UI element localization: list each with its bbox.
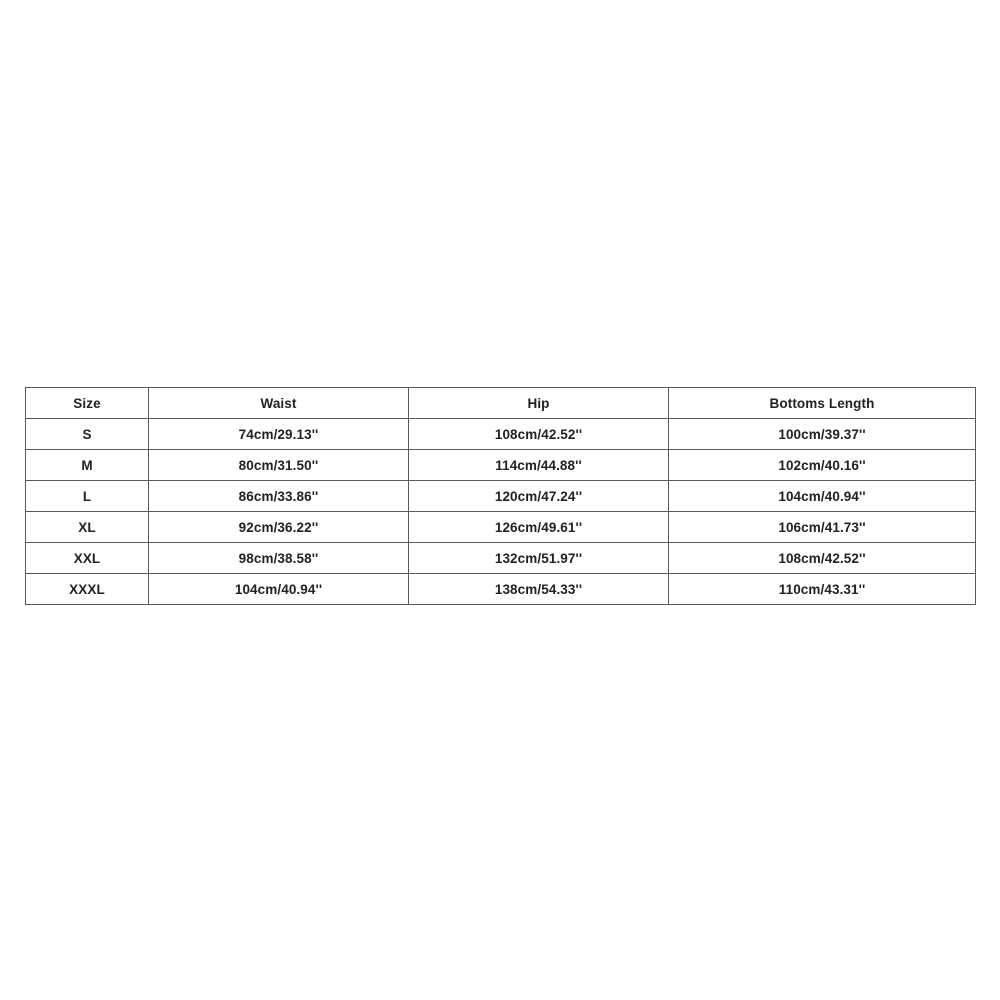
cell-size: S — [26, 419, 149, 450]
cell-hip: 108cm/42.52'' — [409, 419, 669, 450]
table-row — [26, 543, 976, 574]
header-size: Size — [26, 388, 149, 419]
header-waist: Waist — [149, 388, 409, 419]
table-row — [26, 481, 976, 512]
cell-bottoms-length: 106cm/41.73'' — [669, 512, 976, 543]
table-row — [26, 450, 976, 481]
cell-hip: 120cm/47.24'' — [409, 481, 669, 512]
table-row — [26, 419, 976, 450]
cell-bottoms-length: 108cm/42.52'' — [669, 543, 976, 574]
cell-bottoms-length: 100cm/39.37'' — [669, 419, 976, 450]
cell-size: XXXL — [26, 574, 149, 605]
cell-size: XL — [26, 512, 149, 543]
cell-size: M — [26, 450, 149, 481]
cell-bottoms-length: 110cm/43.31'' — [669, 574, 976, 605]
cell-size: L — [26, 481, 149, 512]
size-chart-table — [25, 387, 976, 605]
cell-waist: 80cm/31.50'' — [149, 450, 409, 481]
cell-hip: 138cm/54.33'' — [409, 574, 669, 605]
header-bottoms-length: Bottoms Length — [669, 388, 976, 419]
cell-hip: 126cm/49.61'' — [409, 512, 669, 543]
header-hip: Hip — [409, 388, 669, 419]
cell-waist: 86cm/33.86'' — [149, 481, 409, 512]
table-header-row — [26, 388, 976, 419]
cell-waist: 92cm/36.22'' — [149, 512, 409, 543]
cell-waist: 74cm/29.13'' — [149, 419, 409, 450]
cell-waist: 104cm/40.94'' — [149, 574, 409, 605]
table-row — [26, 574, 976, 605]
cell-hip: 132cm/51.97'' — [409, 543, 669, 574]
cell-bottoms-length: 104cm/40.94'' — [669, 481, 976, 512]
cell-bottoms-length: 102cm/40.16'' — [669, 450, 976, 481]
cell-waist: 98cm/38.58'' — [149, 543, 409, 574]
table-row — [26, 512, 976, 543]
cell-size: XXL — [26, 543, 149, 574]
cell-hip: 114cm/44.88'' — [409, 450, 669, 481]
